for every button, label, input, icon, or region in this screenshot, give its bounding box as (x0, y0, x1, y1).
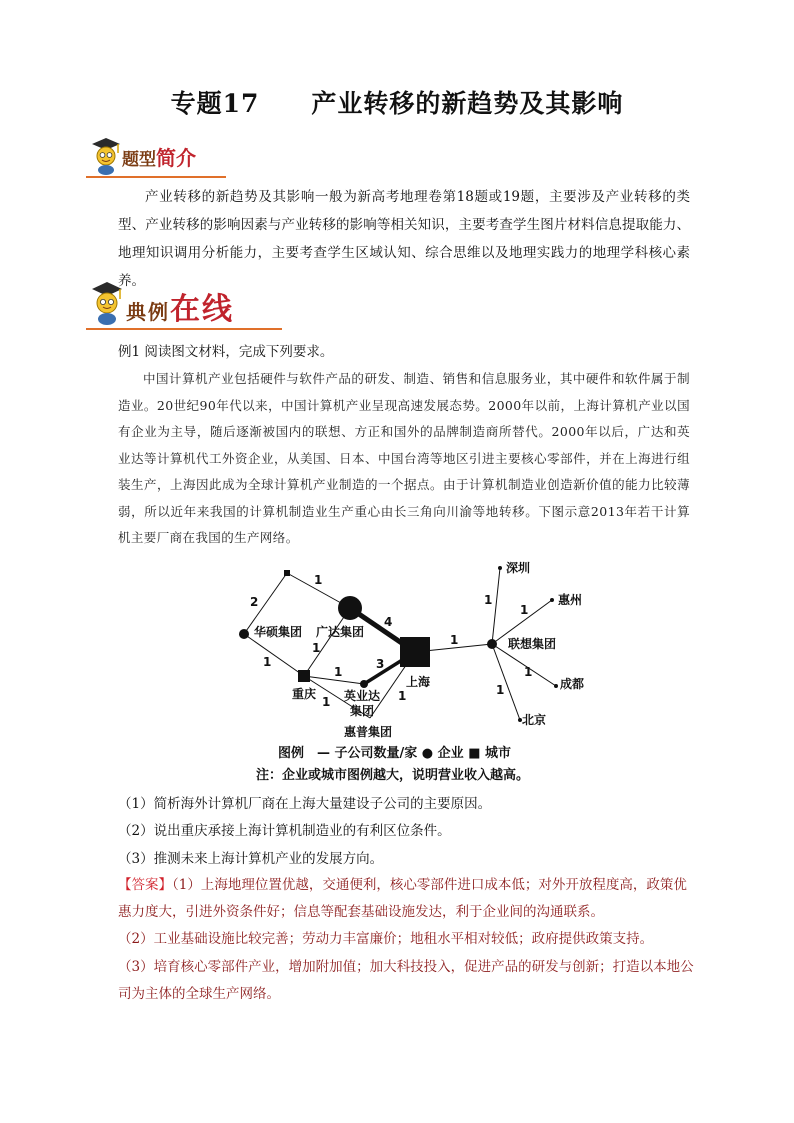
node-label-guangda: 广达集团 (316, 625, 365, 639)
enterprise-node (239, 629, 249, 639)
node-label-yingyeda: 英业达 (344, 689, 381, 703)
example-intro: 例1 阅读图文材料，完成下列要求。 (118, 344, 334, 360)
answer-1: 【答案】（1）上海地理位置优越，交通便利，核心零部件进口成本低；对外开放程度高，政策优惠力度大，引进外资条件好；信息等配套基础设施发达，利于企业间的沟通联系。 (118, 877, 687, 920)
node-label-chongqing: 重庆 (292, 687, 317, 701)
edge-label: 1 (322, 695, 331, 709)
edge-label: 1 (524, 665, 533, 679)
city-node (550, 598, 554, 602)
enterprise-node (338, 596, 362, 620)
city-node (298, 670, 310, 682)
edge-label: 1 (484, 593, 493, 607)
node-label-huashuo: 华硕集团 (254, 625, 303, 639)
edge (492, 568, 500, 644)
section-header-intro (86, 136, 226, 180)
node-label-huipu: 惠普集团 (344, 725, 393, 738)
node-label-huizhou: 惠州 (558, 593, 583, 607)
edge-label: 1 (520, 603, 529, 617)
edge-label: 1 (263, 655, 272, 669)
edge-label: 4 (384, 615, 393, 629)
enterprise-node (487, 639, 497, 649)
city-node (554, 684, 558, 688)
section-underline (86, 176, 226, 178)
city-node (284, 570, 290, 576)
city-node (400, 637, 430, 667)
edge-label: 1 (312, 641, 321, 655)
diagram-legend: 图例 — 子公司数量/家 ● 企业 ■ 城市 (278, 746, 512, 761)
edge (304, 608, 350, 676)
production-network-diagram (0, 558, 794, 738)
question-1: （1）简析海外计算机厂商在上海大量建设子公司的主要原因。 (118, 796, 492, 812)
material-paragraph: 中国计算机产业包括硬件与软件产品的研发、制造、销售和信息服务业，其中硬件和软件属于制造业。20世纪90年代以来，中国计算机产业呈现高速发展态势。2000年以前，上海计算机产业以国有企业为主导，随后逐渐被国内的联想、方正和国外的品牌制造商所替代。2000年以后，广达和英业达等计算机代工外资企业，从美国、日本、中国台湾等地区引进主要核心零部件，并在上海进行组装生产，上海因此成为全球计算机产业制造的一个据点。由于计算机制造业创造新价值的能力比较薄弱，所以近年来我国的计算机制造业生产重心由长三角向川渝等地转移。下图示意2013年若干计算机主要厂商在我国的生产网络。 (118, 371, 690, 545)
section-underline (86, 328, 282, 330)
question-2: （2）说出重庆承接上海计算机制造业的有利区位条件。 (118, 823, 451, 839)
city-node (498, 566, 502, 570)
mascot-icon (86, 136, 124, 176)
section-header-example (86, 280, 282, 332)
edge-label: 2 (250, 595, 259, 609)
edge-label: 3 (376, 657, 385, 671)
edge-label: 1 (314, 573, 323, 587)
node-label-yingyeda: 集团 (350, 704, 375, 718)
diagram-note: 注：企业或城市图例越大，说明营业收入越高。 (256, 768, 530, 783)
node-label-chengdu: 成都 (560, 677, 585, 691)
answer-tag: 【答案】 (118, 877, 172, 893)
intro-paragraph: 产业转移的新趋势及其影响一般为新高考地理卷第18题或19题，主要涉及产业转移的类型、产业转移的影响因素与产业转移的影响等相关知识，主要考查学生图片材料信息提取能力、地理知识调用分析能力，主要考查学生区域认知、综合思维以及地理实践力的地理学科核心素养。 (118, 189, 690, 289)
question-3: （3）推测未来上海计算机产业的发展方向。 (118, 851, 384, 867)
node-label-shenzhen: 深圳 (506, 561, 531, 575)
node-label-beijing: 北京 (522, 713, 547, 727)
mascot-icon (86, 280, 126, 326)
edge (492, 644, 520, 720)
answer-2: （2）工业基础设施比较完善；劳动力丰富廉价；地租水平相对较低；政府提供政策支持。 (118, 931, 654, 947)
edge-label: 1 (496, 683, 505, 697)
node-label-lianxiang: 联想集团 (508, 637, 557, 651)
node-label-shanghai: 上海 (406, 675, 431, 689)
edge-label: 1 (450, 633, 459, 647)
enterprise-node (360, 680, 368, 688)
answer-3: （3）培育核心零部件产业，增加附加值；加大科技投入，促进产品的研发与创新；打造以本地公司为主体的全球生产网络。 (118, 959, 694, 1002)
section-title-example: 典例在线 (126, 292, 234, 327)
edge (244, 634, 304, 676)
section-title-intro: 题型简介 (122, 146, 196, 170)
page-title: 专题17 产业转移的新趋势及其影响 (170, 89, 624, 118)
edge-label: 1 (398, 689, 407, 703)
edge-label: 1 (334, 665, 343, 679)
